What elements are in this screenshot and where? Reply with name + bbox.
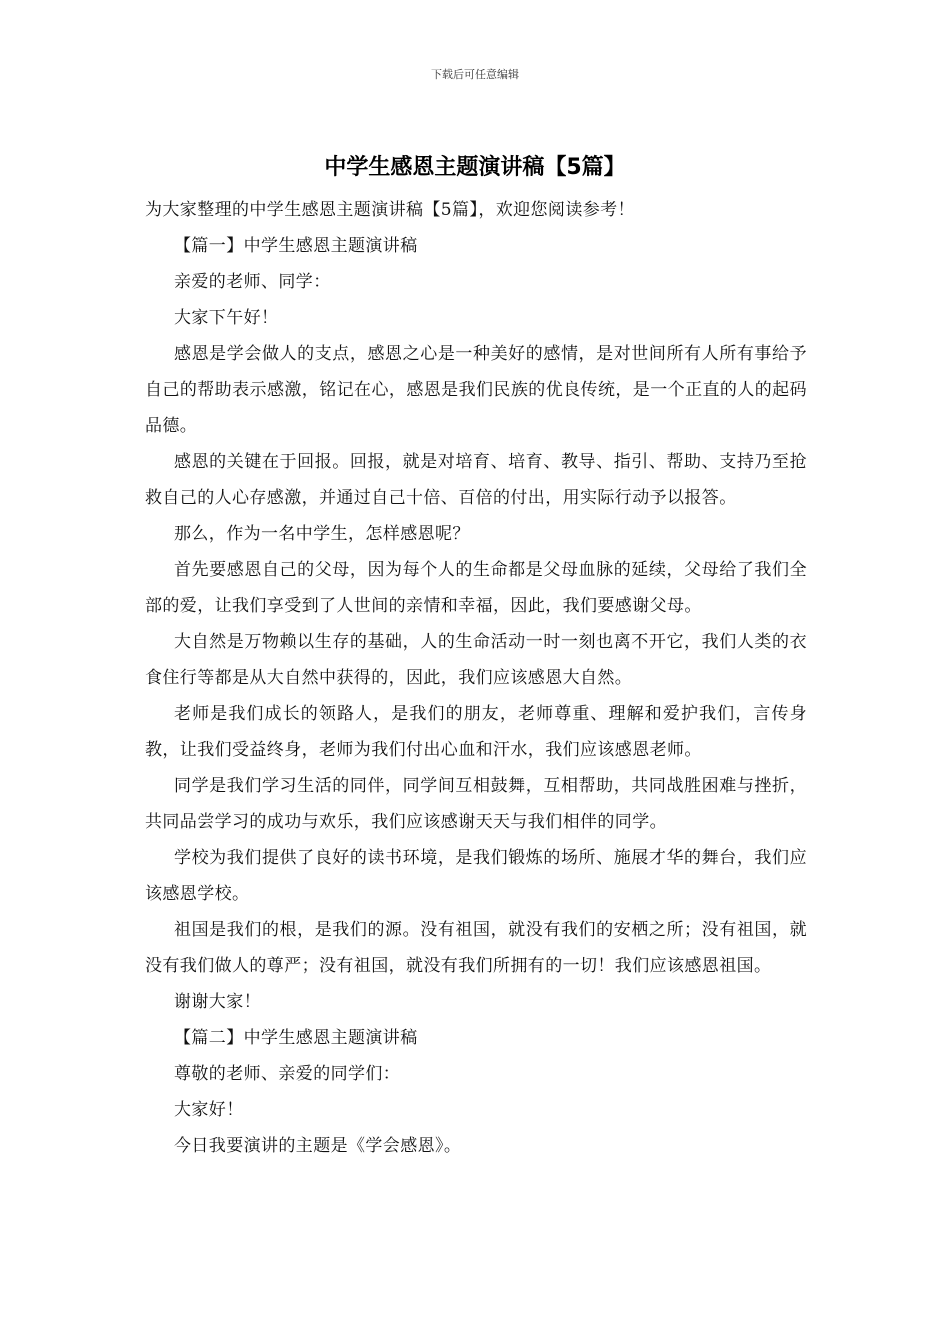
body-paragraph: 感恩的关键在于回报。回报，就是对培育、培育、教导、指引、帮助、支持乃至抢救自己的人心存感激，并通过自己十倍、百倍的付出，用实际行动予以报答。 [145, 452, 807, 508]
greeting-2: 大家好！ [174, 1100, 244, 1120]
page-header-note: 下载后可任意编辑 [431, 68, 519, 81]
section-heading-1: 【篇一】中学生感恩主题演讲稿 [174, 236, 418, 256]
document-title: 中学生感恩主题演讲稿【5篇】 [324, 155, 626, 180]
section-heading-2: 【篇二】中学生感恩主题演讲稿 [174, 1028, 418, 1048]
body-paragraph: 祖国是我们的根，是我们的源。没有祖国，就没有我们的安栖之所；没有祖国，就没有我们做人的尊严；没有祖国，就没有我们所拥有的一切！我们应该感恩祖国。 [145, 920, 807, 976]
body-paragraph: 首先要感恩自己的父母，因为每个人的生命都是父母血脉的延续，父母给了我们全部的爱，让我们享受到了人世间的亲情和幸福，因此，我们要感谢父母。 [145, 560, 807, 616]
salutation-2: 尊敬的老师、亲爱的同学们： [174, 1064, 401, 1084]
document-body [145, 192, 807, 1164]
closing-1: 谢谢大家！ [174, 992, 261, 1012]
body-paragraph: 大自然是万物赖以生存的基础，人的生命活动一时一刻也离不开它，我们人类的衣食住行等都是从大自然中获得的，因此，我们应该感恩大自然。 [145, 632, 807, 688]
salutation-1: 亲爱的老师、同学： [174, 272, 331, 292]
intro-paragraph: 为大家整理的中学生感恩主题演讲稿【5篇】，欢迎您阅读参考！ [145, 200, 635, 220]
greeting-1: 大家下午好！ [174, 308, 279, 328]
body-paragraph: 那么，作为一名中学生，怎样感恩呢？ [174, 524, 470, 544]
body-paragraph: 今日我要演讲的主题是《学会感恩》。 [174, 1136, 462, 1156]
body-paragraph: 同学是我们学习生活的同伴，同学间互相鼓舞，互相帮助，共同战胜困难与挫折，共同品尝学习的成功与欢乐，我们应该感谢天天与我们相伴的同学。 [145, 776, 807, 832]
body-paragraph: 感恩是学会做人的支点，感恩之心是一种美好的感情，是对世间所有人所有事给予自己的帮助表示感激，铭记在心，感恩是我们民族的优良传统，是一个正直的人的起码品德。 [145, 344, 807, 436]
body-paragraph: 老师是我们成长的领路人，是我们的朋友，老师尊重、理解和爱护我们，言传身教，让我们受益终身，老师为我们付出心血和汗水，我们应该感恩老师。 [145, 704, 807, 760]
body-paragraph: 学校为我们提供了良好的读书环境，是我们锻炼的场所、施展才华的舞台，我们应该感恩学校。 [145, 848, 807, 904]
